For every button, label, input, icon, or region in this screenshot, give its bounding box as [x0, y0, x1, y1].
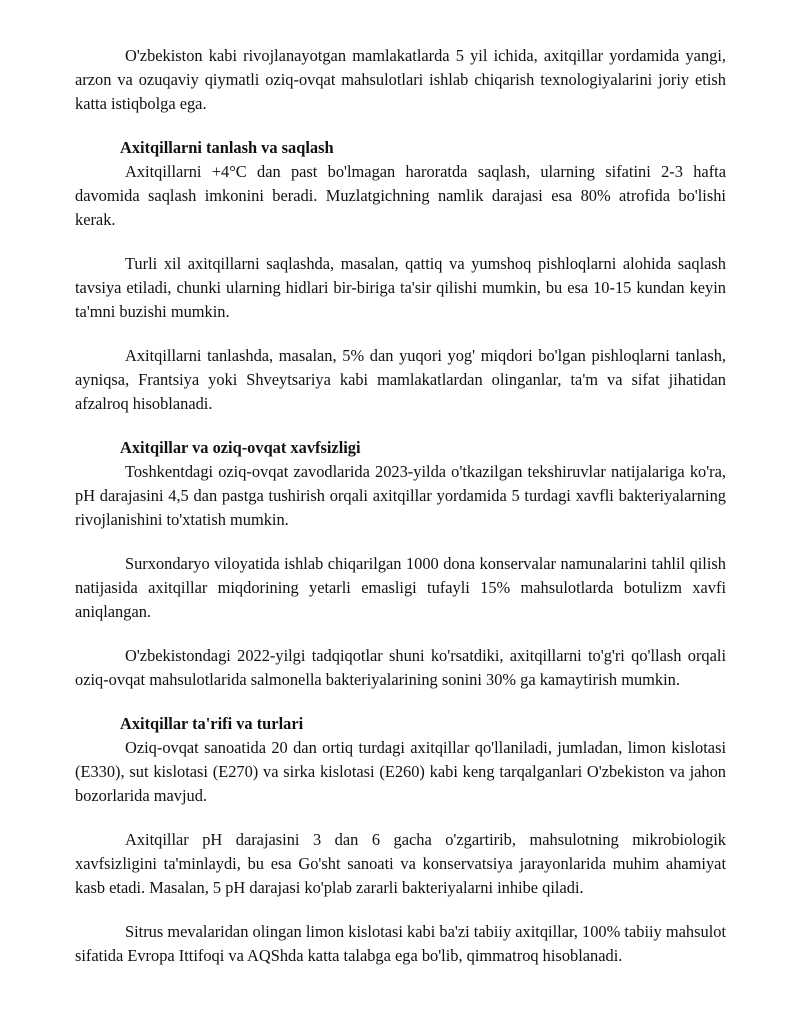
heading-definition-types: Axitqillar ta'rifi va turlari — [120, 714, 304, 733]
heading-selection-storage: Axitqillarni tanlash va saqlash — [120, 138, 334, 157]
paragraph-storage-temperature: Axitqillarni +4°C dan past bo'lmagan haroratda saqlash, ularning sifatini 2-3 hafta davomida saqlash imkonini beradi. Muzlatgichning namlik darajasi esa 80% atrofida bo'lishi kerak. — [75, 162, 726, 229]
paragraph-salmonella: O'zbekistondagi 2022-yilgi tadqiqotlar shuni ko'rsatdiki, axitqillarni to'g'ri qo'llash orqali oziq-ovqat mahsulotlarida salmonella bakteriyalarining sonini 30% ga kamaytirish mumkin. — [75, 646, 726, 689]
document-page — [75, 44, 726, 988]
paragraph-storage-separate: Turli xil axitqillarni saqlashda, masalan, qattiq va yumshoq pishloqlarni alohida saqlash tavsiya etiladi, chunki ularning hidlari bir-biriga ta'sir qilishi mumkin, bu esa 10-15 kundan keyin ta'mni buzishi mumkin. — [75, 254, 726, 321]
heading-food-safety: Axitqillar va oziq-ovqat xavfsizligi — [120, 438, 361, 457]
paragraph-ph-range: Axitqillar pH darajasini 3 dan 6 gacha o'zgartirib, mahsulotning mikrobiologik xavfsizligini ta'minlaydi, bu esa Go'sht sanoati va konservatsiya jarayonlarida muhim ahamiyat kasb etadi. Masalan, 5 pH darajasi ko'plab zararli bakteriyalarni inhibe qiladi. — [75, 830, 726, 897]
paragraph-selection-fat: Axitqillarni tanlashda, masalan, 5% dan yuqori yog' miqdori bo'lgan pishloqlarni tanlash, ayniqsa, Frantsiya yoki Shveytsariya kabi mamlakatlardan olinganlar, ta'm va sifat jihatidan afzalroq hisoblanadi. — [75, 346, 726, 413]
paragraph-tashkent-ph: Toshkentdagi oziq-ovqat zavodlarida 2023-yilda o'tkazilgan tekshiruvlar natijalariga ko'ra, pH darajasini 4,5 dan pastga tushirish orqali axitqillar yordamida 5 turdagi xavfli bakteriyalarning rivojlanishini to'xtatish mumkin. — [75, 462, 726, 529]
paragraph-citrus: Sitrus mevalaridan olingan limon kislotasi kabi ba'zi tabiiy axitqillar, 100% tabiiy mahsulot sifatida Evropa Ittifoqi va AQShda katta talabga ega bo'lib, qimmatroq hisoblanadi. — [75, 922, 726, 965]
paragraph-intro: O'zbekiston kabi rivojlanayotgan mamlakatlarda 5 yil ichida, axitqillar yordamida yangi, arzon va ozuqaviy qiymatli oziq-ovqat mahsulotlari ishlab chiqarish texnologiyalarini joriy etish katta istiqbolga ega. — [75, 46, 726, 113]
paragraph-acid-types: Oziq-ovqat sanoatida 20 dan ortiq turdagi axitqillar qo'llaniladi, jumladan, limon kislotasi (E330), sut kislotasi (E270) va sirka kislotasi (E260) kabi keng tarqalganlari O'zbekiston va jahon bozorlarida mavjud. — [75, 738, 726, 805]
paragraph-surxondaryo: Surxondaryo viloyatida ishlab chiqarilgan 1000 dona konservalar namunalarini tahlil qilish natijasida axitqillar miqdorining yetarli emasligi tufayli 15% mahsulotlarda botulizm xavfi aniqlangan. — [75, 554, 726, 621]
